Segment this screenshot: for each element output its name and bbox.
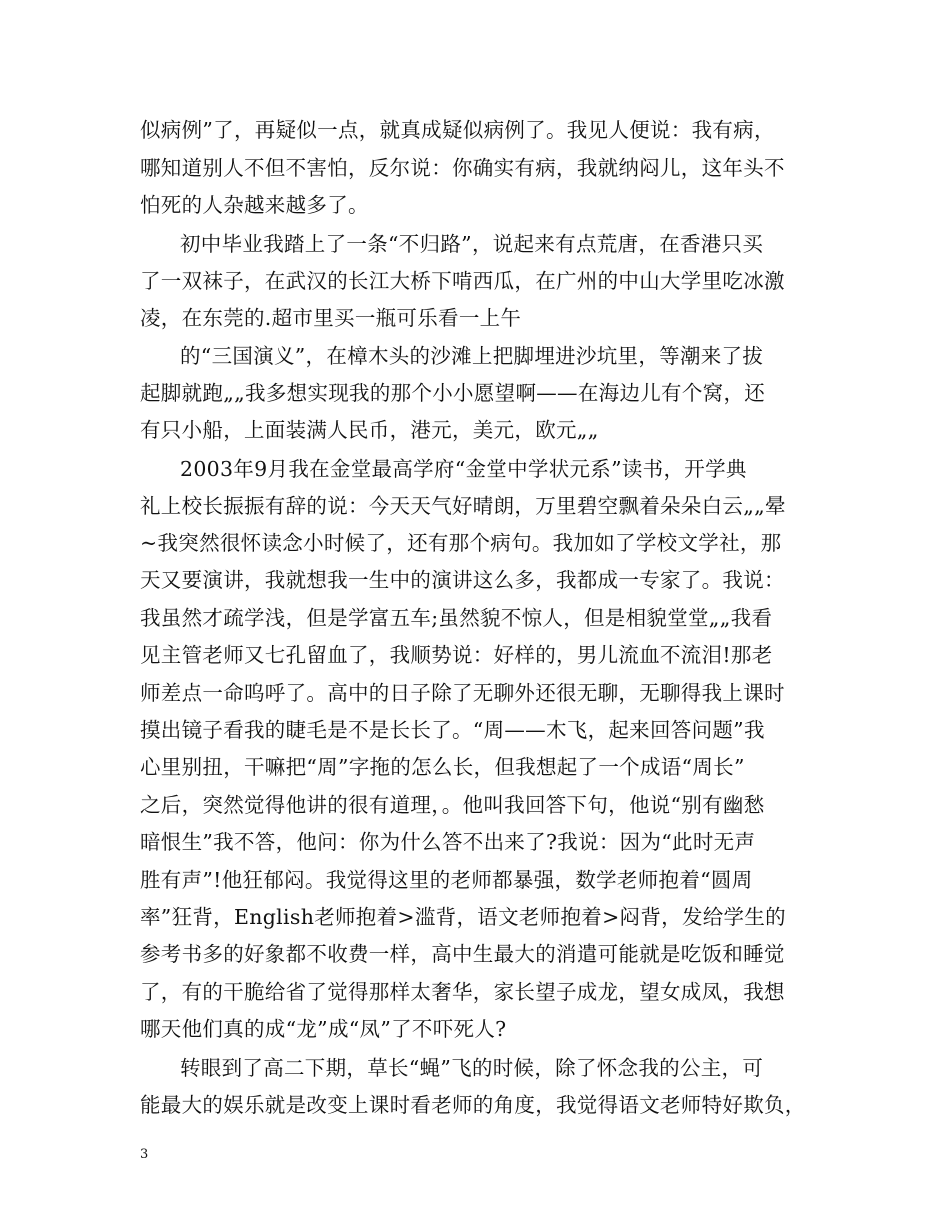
text-line: ~我突然很怀读念小时候了，还有那个病句。我加如了学校文学社，那 <box>140 531 782 555</box>
text-line: 起脚就跑„„我多想实现我的那个小小愿望啊——在海边儿有个窝，还 <box>140 381 766 405</box>
text-line: 了一双袜子，在武汉的长江大桥下啃西瓜，在广州的中山大学里吃冰激 <box>140 269 785 293</box>
text-line: 2003年9月我在金堂最高学府“金堂中学状元系”读书，开学典 <box>180 457 747 481</box>
text-line: 暗恨生”我不答，他问：你为什么答不出来了?我说：因为“此时无声 <box>140 830 756 854</box>
text-line: 率”狂背，English老师抱着>滥背，语文老师抱着>闷背，发给学生的 <box>140 905 786 929</box>
text-line: 我虽然才疏学浅，但是学富五车;虽然貌不惊人，但是相貌堂堂„„我看 <box>140 606 773 630</box>
text-line: 似病例”了，再疑似一点，就真成疑似病例了。我见人便说：我有病， <box>140 118 775 142</box>
text-line: 哪天他们真的成“龙”成“凤”了不吓死人? <box>140 1017 507 1041</box>
text-line: 天又要演讲，我就想我一生中的演讲这么多，我都成一专家了。我说： <box>140 568 785 592</box>
text-line: 有只小船，上面装满人民币，港元，美元，欧元„„ <box>140 418 599 442</box>
text-line: 转眼到了高二下期，草长“蝇”飞的时候，除了怀念我的公主，可 <box>180 1056 764 1080</box>
text-line: 参考书多的好象都不收费一样，高中生最大的消遣可能就是吃饭和睡觉 <box>140 942 785 966</box>
text-line: 初中毕业我踏上了一条“不归路”，说起来有点荒唐，在香港只买 <box>180 232 764 256</box>
text-line: 凌，在东莞的.超市里买一瓶可乐看一上午 <box>140 306 522 330</box>
text-line: 师差点一命呜呼了。高中的日子除了无聊外还很无聊，无聊得我上课时 <box>140 681 785 705</box>
text-line: 了，有的干脆给省了觉得那样太奢华，家长望子成龙，望女成凤，我想 <box>140 980 785 1004</box>
text-line: 之后，突然觉得他讲的很有道理，。他叫我回答下句，他说“别有幽愁 <box>140 793 765 817</box>
text-line: 胜有声”!他狂郁闷。我觉得这里的老师都暴强，数学老师抱着“圆周 <box>140 868 753 892</box>
text-line: 见主管老师又七孔留血了，我顺势说：好样的，男儿流血不流泪!那老 <box>140 643 773 667</box>
page-number: 3 <box>140 1147 149 1162</box>
text-line: 摸出镜子看我的睫毛是不是长长了。“周——木飞，起来回答问题”我 <box>140 718 765 742</box>
text-line: 能最大的娱乐就是改变上课时看老师的角度，我觉得语文老师特好欺负， <box>140 1093 806 1117</box>
text-line: 哪知道别人不但不害怕，反尔说：你确实有病，我就纳闷儿，这年头不 <box>140 156 785 180</box>
text-line: 的“三国演义”，在樟木头的沙滩上把脚埋进沙坑里，等潮来了拔 <box>180 344 764 368</box>
text-line: 礼上校长振振有辞的说：今天天气好晴朗，万里碧空飘着朵朵白云„„晕 <box>140 494 786 518</box>
text-line: 怕死的人杂越来越多了。 <box>140 193 369 217</box>
text-line: 心里别扭，干嘛把“周”字拖的怎么长，但我想起了一个成语“周长” <box>140 755 745 779</box>
